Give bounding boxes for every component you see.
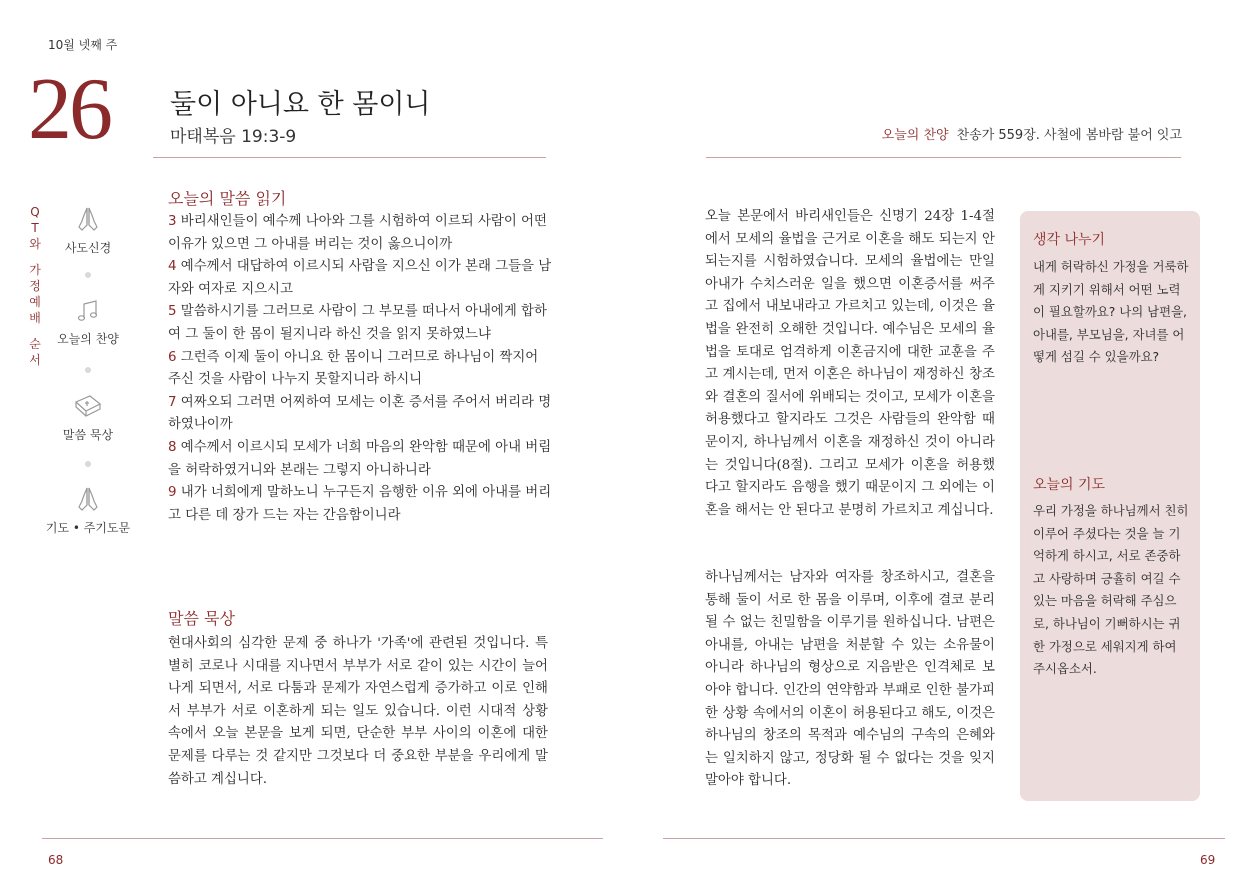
praying-hands-icon <box>73 485 103 515</box>
vertical-char: 순 <box>29 337 41 351</box>
header-divider-right <box>706 157 1181 158</box>
verse-list <box>168 211 553 527</box>
commentary-paragraph-1: 오늘 본문에서 바리새인들은 신명기 24장 1-4절에서 모세의 율법을 근거로 이혼을 해도 되는지 안 되는지를 시험하였습니다. 모세의 율법에는 만일 아내가 수치스러운 일을 했으면 이혼증서를 써주고 집에서 내보내라고 가르치고 있는데, 이것은 율법을 완전히 오해한 것입니다. 예수님은 모세의 율법을 토대로 엄격하게 이혼금지에 대한 교훈을 주고 계시는데, 먼저 이혼은 하나님이 재정하신 창조와 결혼의 질서에 위배되는 것이고, 모세가 이혼을 허용했다고 할지라도 그것은 사람들의 완악함 때문이지, 하나님께서 이혼을 재정하신 것이 아니라는 것입니다(8절). 그리고 모세가 이혼을 허용했다고 할지라도 음행을 했기 때문이지 그 외에는 이혼을 해서는 안 된다고 분명히 가르치고 계십니다. <box>705 209 995 518</box>
step-separator-dot <box>85 367 91 373</box>
step-label: 사도신경 <box>64 241 112 255</box>
step-separator-dot <box>85 272 91 278</box>
step-label: 말씀 묵상 <box>62 428 114 442</box>
step-separator-dot <box>85 461 91 467</box>
step-label: 오늘의 찬양 <box>57 332 119 346</box>
step-todays-praise <box>43 296 133 347</box>
verse-number: 7 <box>168 394 177 410</box>
meditation-text: 현대사회의 심각한 문제 중 하나가 '가족'에 관련된 것입니다. 특별히 코로나 시대를 지나면서 부부가 서로 같이 있는 시간이 늘어나게 되면서, 서로 다툼과 문제가 자연스럽게 증가하고 이로 인해서 부부가 서로 이혼하게 되는 일도 있습니다. 이런 시대적 상황 속에서 오늘 본문을 보게 되면, 단순한 부부 사이의 이혼에 대한 문제를 다루는 것 같지만 그것보다 더 중요한 부분을 우리에게 말씀하고 계십니다. <box>168 636 548 787</box>
qt-family-worship-order-label <box>26 204 44 368</box>
verse <box>168 211 553 256</box>
prayer-text: 우리 가정을 하나님께서 친히 이루어 주셨다는 것을 늘 기억하게 하시고, 서로 존중하고 사랑하며 긍휼히 여길 수 있는 마음을 허락해 주심으로, 하나님이 기뻐하시는 귀한 가정으로 세워지게 하여 주시옵소서. <box>1033 503 1189 677</box>
step-label: 기도 • 주기도문 <box>45 521 131 535</box>
verse-text: 예수께서 대답하여 이르시되 사람을 지으신 이가 본래 그들을 남자와 여자로 지으시고 <box>168 259 552 297</box>
page-title: 둘이 아니요 한 몸이니 <box>170 89 431 120</box>
verse-number: 3 <box>168 214 177 229</box>
vertical-char: 와 <box>29 237 41 251</box>
verse-number: 4 <box>168 259 177 275</box>
verse <box>168 256 553 301</box>
todays-praise <box>882 124 1182 143</box>
verse-text: 말씀하시기를 그러므로 사람이 그 부모를 떠나서 아내에게 합하여 그 둘이 한 몸이 될지니라 하신 것을 읽지 못하였느냐 <box>168 304 547 342</box>
step-apostles-creed <box>43 205 133 256</box>
verse-text: 예수께서 이르시되 모세가 너희 마음의 완악함 때문에 아내 버림을 허락하였거니와 본래는 그렇지 아니하니라 <box>168 439 552 478</box>
todays-praise-label: 오늘의 찬양 <box>881 128 949 143</box>
verse-number: 5 <box>168 304 177 320</box>
footer-divider-left <box>42 838 603 839</box>
vertical-char: 예 <box>29 295 41 309</box>
sharing-heading: 생각 나누기 <box>1033 232 1106 248</box>
day-number: 26 <box>28 61 110 158</box>
sharing-text: 내게 허락하신 가정을 거룩하게 지키기 위해서 어떤 노력이 필요할까요? 나의 남편을, 아내를, 부모님을, 자녀를 어떻게 섬길 수 있을까요? <box>1033 259 1189 365</box>
commentary-paragraph-2: 하나님께서는 남자와 여자를 창조하시고, 결혼을 통해 둘이 서로 한 몸을 이루며, 이후에 결코 분리될 수 없는 친밀함을 이루기를 원하십니다. 남편은 아내를, 아내는 남편을 처분할 수 있는 소유물이 아니라 하나님의 형상으로 지음받은 인격체로 보아야 합니다. 인간의 연약함과 부패로 인한 불가피한 상황 속에서의 이혼이 허용된다고 해도, 이것은 하나님의 창조의 목적과 예수님의 구속의 은혜와는 일치하지 않고, 정당화 될 수 없다는 것을 잊지 말아야 합니다. <box>705 570 995 789</box>
verse <box>168 392 553 437</box>
vertical-char: T <box>31 221 39 235</box>
page-number-right: 69 <box>1200 853 1216 867</box>
reading-heading: 오늘의 말씀 읽기 <box>168 189 287 208</box>
verse-text: 내가 너희에게 말하노니 누구든지 음행한 이유 외에 아내를 버리고 다른 데 장가 드는 자는 간음함이니라 <box>168 485 552 523</box>
page-number-left: 68 <box>48 853 64 867</box>
prayer-heading: 오늘의 기도 <box>1033 477 1106 493</box>
meditation-heading: 말씀 묵상 <box>168 609 235 628</box>
scripture-reference: 마태복음 19:3-9 <box>170 127 297 147</box>
vertical-char: 가 <box>29 263 41 277</box>
verse <box>168 437 553 482</box>
verse-text: 여짜오되 그러면 어찌하여 모세는 이혼 증서를 주어서 버리라 명하였나이까 <box>168 394 552 433</box>
praying-hands-icon <box>73 205 103 235</box>
bible-icon <box>72 392 104 422</box>
vertical-char: 정 <box>29 279 41 293</box>
vertical-char: 배 <box>29 311 41 325</box>
verse-text: 그런즉 이제 둘이 아니요 한 몸이니 그러므로 하나님이 짝지어 주신 것을 사람이 나누지 못할지니라 하시니 <box>168 349 539 388</box>
verse <box>168 347 553 392</box>
vertical-char: Q <box>30 205 40 219</box>
verse <box>168 301 553 346</box>
step-prayer-lords-prayer <box>43 485 133 536</box>
step-word-meditation <box>43 392 133 443</box>
todays-praise-text: 찬송가 559장. 사철에 봄바람 불어 잇고 <box>956 128 1182 143</box>
vertical-char: 서 <box>29 353 41 367</box>
music-note-icon <box>73 296 103 326</box>
verse-number: 8 <box>168 439 177 455</box>
verse-number: 9 <box>168 485 177 501</box>
footer-divider-right <box>663 838 1225 839</box>
verse-text: 바리새인들이 예수께 나아와 그를 시험하여 이르되 사람이 어떤 이유가 있으면 그 아내를 버리는 것이 옳으니이까 <box>168 214 547 252</box>
header-divider-left <box>153 157 546 158</box>
week-label: 10월 넷째 주 <box>48 38 118 52</box>
verse <box>168 482 553 527</box>
verse-number: 6 <box>168 349 177 365</box>
